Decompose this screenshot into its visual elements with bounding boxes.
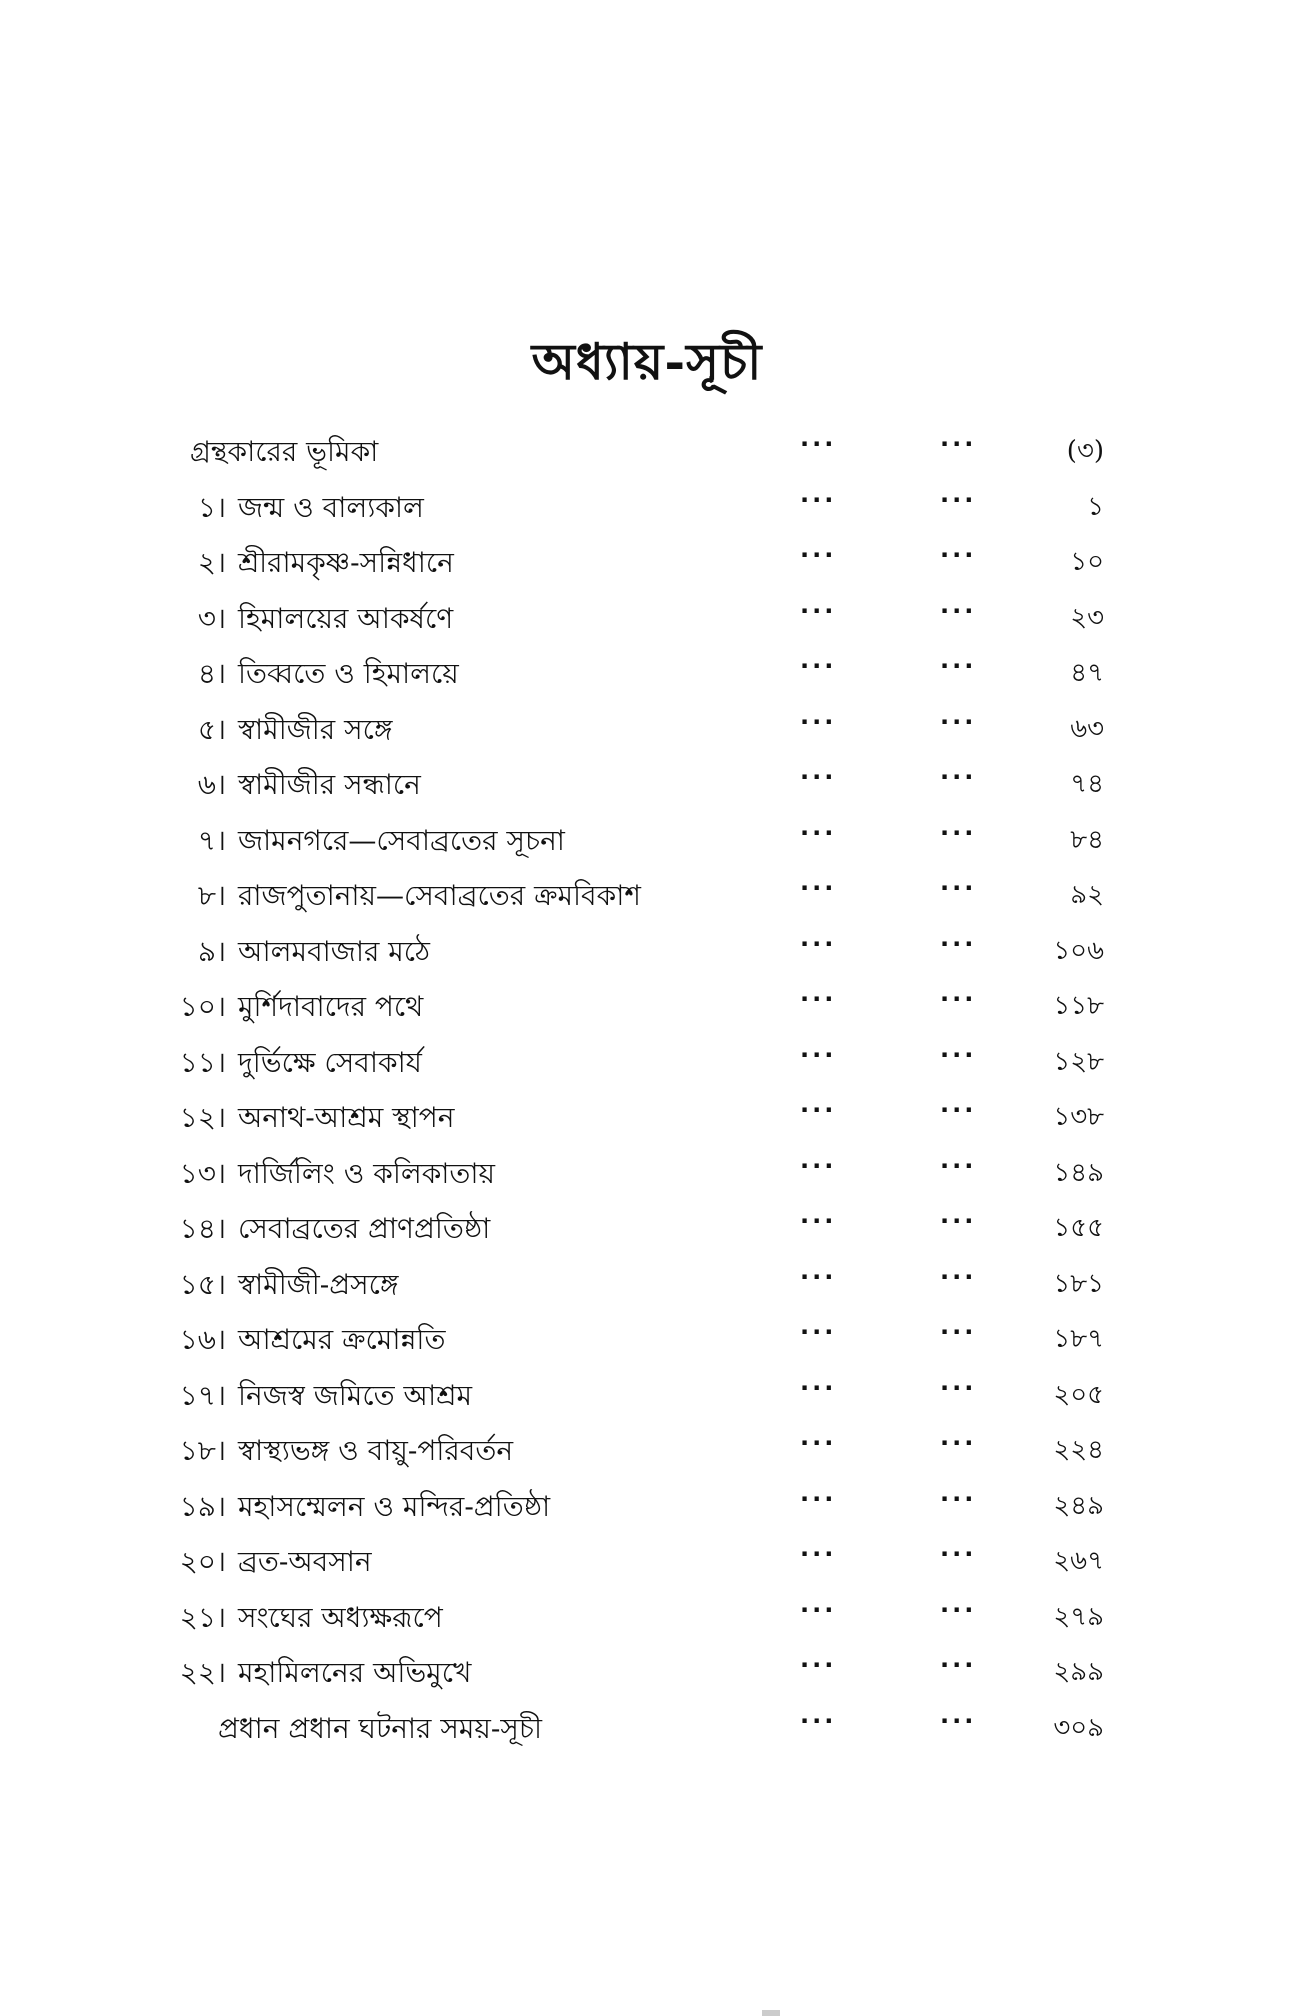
chapter-number: ১৪। [179,1212,226,1245]
page-number: ৪৭ [1070,658,1104,688]
toc-entry [0,1651,1294,1705]
toc-entry [0,1485,1294,1539]
leader-dots: ··· [800,1429,837,1457]
chapter-number: ১৩। [179,1156,226,1190]
chapter-title: স্বাস্থ্যভঙ্গ ও বায়ু-পরিবর্তন [238,1434,514,1467]
chapter-title: জন্ম ও বাল্যকাল [238,490,424,524]
chapter-number: ১২। [179,1101,226,1134]
page-number: ১ [1087,491,1104,522]
page-number: ২০৫ [1053,1379,1104,1410]
page-number: ২৪৯ [1053,1490,1104,1521]
page-number: ১৫৫ [1053,1213,1104,1243]
leader-dots: ··· [800,1207,837,1235]
chapter-number: ১৯। [179,1489,226,1523]
chapter-number: ১৭। [179,1378,226,1412]
leader-dots: ··· [800,1706,837,1735]
toc-entry [0,1263,1294,1317]
page-number: ১৪৯ [1053,1157,1104,1188]
leader-dots: ··· [800,596,837,625]
toc-entry [0,930,1294,984]
chapter-number: ৬। [197,768,226,801]
leader-dots: ··· [940,1484,977,1513]
chapter-title: তিব্বতে ও হিমালয়ে [238,657,459,690]
chapter-number: ৯। [197,934,226,968]
leader-dots: ··· [940,1429,977,1457]
leader-dots: ··· [940,596,977,625]
toc-entry [0,708,1294,762]
leader-dots: ··· [940,707,977,736]
toc-entry [0,1707,1294,1761]
chapter-title: প্রধান প্রধান ঘটনার সময়-সূচী [218,1711,542,1745]
leader-dots: ··· [800,929,837,958]
leader-dots: ··· [800,652,837,680]
chapter-number: ৮। [197,879,226,912]
leader-dots: ··· [800,1096,837,1124]
page-number: ২৬৭ [1053,1546,1104,1576]
toc-entry [0,1041,1294,1095]
leader-dots: ··· [940,818,977,847]
toc-entry [0,652,1294,706]
page-number: ৩০৯ [1053,1712,1104,1743]
toc-entry [0,1318,1294,1372]
page-number: ২৯৯ [1053,1657,1104,1687]
leader-dots: ··· [940,929,977,958]
toc-entry [0,763,1294,817]
leader-dots: ··· [940,1373,977,1402]
leader-dots: ··· [940,1706,977,1735]
leader-dots: ··· [800,1484,837,1513]
chapter-title: মুর্শিদাবাদের পথে [238,990,424,1023]
leader-dots: ··· [800,1318,837,1346]
leader-dots: ··· [940,1151,977,1180]
toc-entry [0,1096,1294,1150]
leader-dots: ··· [800,541,837,569]
page-number: ১৮১ [1053,1268,1104,1299]
page-number: ১৮৭ [1053,1324,1104,1354]
chapter-number: ২। [197,546,226,579]
toc-entry [0,486,1294,540]
page-number: ২২৪ [1053,1435,1104,1465]
toc-entry [0,985,1294,1039]
page-edge-mark [762,2010,780,2016]
toc-entry [0,1152,1294,1206]
leader-dots: ··· [940,1040,977,1069]
chapter-number: ৭। [197,823,226,857]
leader-dots: ··· [800,874,837,902]
leader-dots: ··· [800,985,837,1013]
toc-entry [0,1429,1294,1483]
chapter-title: স্বামীজীর সঙ্গে [238,712,393,746]
chapter-number: ১৮। [179,1434,226,1467]
leader-dots: ··· [800,763,837,791]
chapter-number: ১৬। [179,1323,226,1356]
chapter-number: ১। [197,490,226,524]
leader-dots: ··· [940,1207,977,1235]
toc-entry [0,430,1294,484]
toc-entry [0,1540,1294,1594]
chapter-title: স্বামীজীর সন্ধানে [238,768,421,801]
chapter-title: শ্রীরামকৃষ্ণ-সন্নিধানে [238,546,454,579]
chapter-number: ২০। [179,1545,226,1578]
chapter-number: ৩। [197,601,226,635]
chapter-number: ৪। [197,657,226,690]
leader-dots: ··· [800,1262,837,1291]
leader-dots: ··· [940,485,977,514]
page-number: ৯২ [1070,880,1104,910]
page-number: ৭৪ [1070,769,1104,799]
chapter-number: ১৫। [179,1267,226,1301]
page-number: (৩) [1066,436,1104,466]
page-number: ১০ [1070,547,1104,577]
chapter-title: আলমবাজার মঠে [238,934,431,968]
chapter-title: সংঘের অধ্যক্ষরূপে [238,1600,443,1634]
chapter-title: সেবাব্রতের প্রাণপ্রতিষ্ঠা [238,1212,491,1245]
leader-dots: ··· [940,430,977,458]
chapter-title: রাজপুতানায়—সেবাব্রতের ক্রমবিকাশ [238,879,641,912]
chapter-number: ২২। [179,1656,226,1689]
leader-dots: ··· [800,1595,837,1624]
leader-dots: ··· [800,1651,837,1679]
leader-dots: ··· [940,763,977,791]
leader-dots: ··· [940,652,977,680]
chapter-title: গ্রন্থকারের ভূমিকা [190,435,379,468]
page-number: ৬৩ [1070,713,1104,744]
toc-entry [0,1207,1294,1261]
toc-entry [0,1374,1294,1428]
chapter-title: অনাথ-আশ্রম স্থাপন [238,1101,455,1134]
page-number: ২৩ [1070,602,1104,633]
leader-dots: ··· [940,1096,977,1124]
chapter-title: মহাসম্মেলন ও মন্দির-প্রতিষ্ঠা [238,1489,551,1523]
chapter-title: স্বামীজী-প্রসঙ্গে [238,1267,399,1301]
toc-entry [0,874,1294,928]
page-number: ৮৪ [1070,824,1104,855]
leader-dots: ··· [800,818,837,847]
chapter-number: ৫। [197,712,226,746]
leader-dots: ··· [940,1595,977,1624]
leader-dots: ··· [800,707,837,736]
leader-dots: ··· [940,985,977,1013]
page-number: ১৩৮ [1053,1102,1104,1132]
chapter-title: দার্জিলিং ও কলিকাতায় [238,1156,496,1190]
leader-dots: ··· [940,1540,977,1568]
toc-entry [0,597,1294,651]
chapter-title: ব্রত-অবসান [238,1545,372,1578]
leader-dots: ··· [940,1318,977,1346]
chapter-number: ১১। [179,1045,226,1079]
chapter-title: মহামিলনের অভিমুখে [238,1656,472,1689]
leader-dots: ··· [940,1651,977,1679]
chapter-title: জামনগরে—সেবাব্রতের সূচনা [238,823,565,857]
leader-dots: ··· [800,1540,837,1568]
page-number: ১১৮ [1053,991,1104,1021]
chapter-title: নিজস্ব জমিতে আশ্রম [238,1378,473,1412]
toc-entry [0,541,1294,595]
page-title: অধ্যায়-সূচী [531,332,763,391]
leader-dots: ··· [940,1262,977,1291]
chapter-number: ২১। [179,1600,226,1634]
leader-dots: ··· [800,1151,837,1180]
chapter-title: হিমালয়ের আকর্ষণে [238,601,454,635]
leader-dots: ··· [940,541,977,569]
chapter-title: আশ্রমের ক্রমোন্নতি [238,1323,446,1356]
chapter-title: দুর্ভিক্ষে সেবাকার্য [238,1045,422,1079]
leader-dots: ··· [800,430,837,458]
leader-dots: ··· [940,874,977,902]
leader-dots: ··· [800,1373,837,1402]
leader-dots: ··· [800,1040,837,1069]
chapter-number: ১০। [179,990,226,1023]
page-number: ২৭৯ [1053,1601,1104,1632]
page-number: ১০৬ [1053,935,1104,966]
leader-dots: ··· [800,485,837,514]
page-number: ১২৮ [1053,1046,1104,1077]
toc-entry [0,1596,1294,1650]
toc-entry [0,819,1294,873]
